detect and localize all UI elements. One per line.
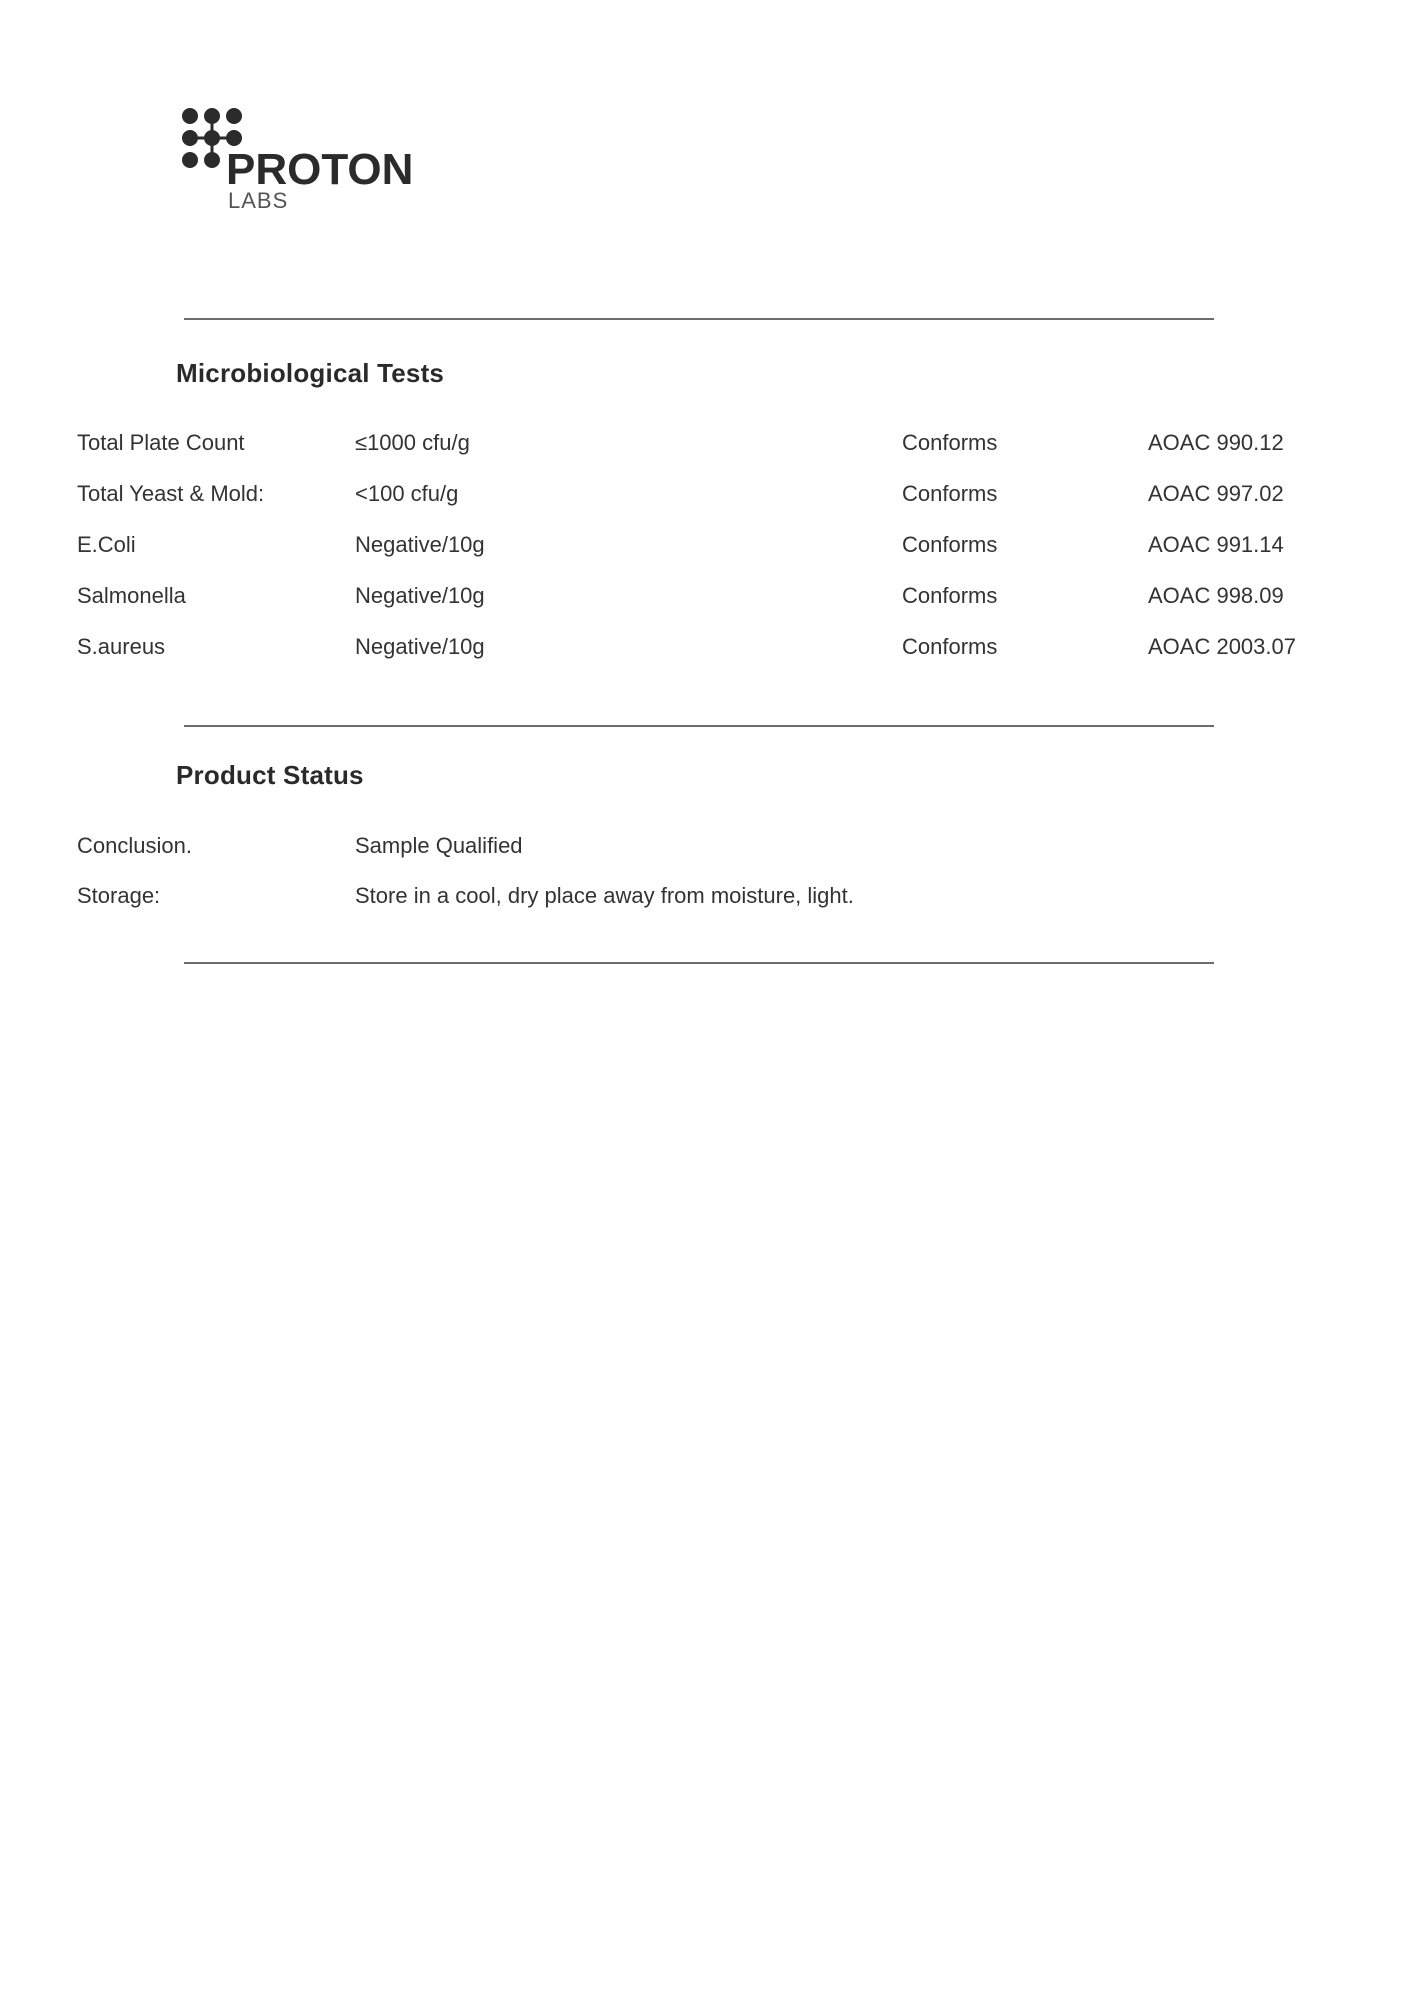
test-result: Conforms [902, 430, 998, 455]
test-specification: Negative/10g [355, 634, 485, 659]
test-result: Conforms [902, 583, 998, 608]
test-method: AOAC 997.02 [1148, 481, 1284, 506]
test-method: AOAC 2003.07 [1148, 634, 1296, 659]
conclusion-value: Sample Qualified [355, 833, 523, 858]
test-name: Total Plate Count [77, 430, 245, 455]
table-row [0, 481, 1403, 521]
test-specification: Negative/10g [355, 532, 485, 557]
test-result: Conforms [902, 481, 998, 506]
table-row [0, 532, 1403, 572]
storage-row [0, 883, 1403, 923]
proton-labs-logo [180, 104, 440, 224]
logo-wordmark: PROTON [226, 145, 414, 194]
storage-label: Storage: [77, 883, 161, 908]
test-name: E.Coli [77, 532, 136, 557]
logo-subtitle: LABS [228, 188, 289, 213]
section-title-microbiological: Microbiological Tests [176, 358, 445, 388]
conclusion-label: Conclusion. [77, 833, 192, 858]
test-specification: Negative/10g [355, 583, 485, 608]
conclusion-row [0, 833, 1403, 873]
logo-dot [226, 108, 242, 124]
divider [184, 318, 1214, 320]
test-name: S.aureus [77, 634, 166, 659]
logo-dot [182, 108, 198, 124]
divider [184, 962, 1214, 964]
test-method: AOAC 998.09 [1148, 583, 1284, 608]
test-specification: <100 cfu/g [355, 481, 459, 506]
test-name: Salmonella [77, 583, 186, 608]
table-row [0, 634, 1403, 674]
storage-value: Store in a cool, dry place away from moisture, light. [355, 883, 854, 908]
test-method: AOAC 990.12 [1148, 430, 1284, 455]
logo-dot [182, 152, 198, 168]
test-specification: ≤1000 cfu/g [355, 430, 470, 455]
test-method: AOAC 991.14 [1148, 532, 1284, 557]
section-title-product-status: Product Status [176, 760, 364, 790]
test-name: Total Yeast & Mold: [77, 481, 265, 506]
test-result: Conforms [902, 634, 998, 659]
divider [184, 725, 1214, 727]
logo-mark [180, 104, 440, 224]
test-result: Conforms [902, 532, 998, 557]
table-row [0, 430, 1403, 470]
table-row [0, 583, 1403, 623]
